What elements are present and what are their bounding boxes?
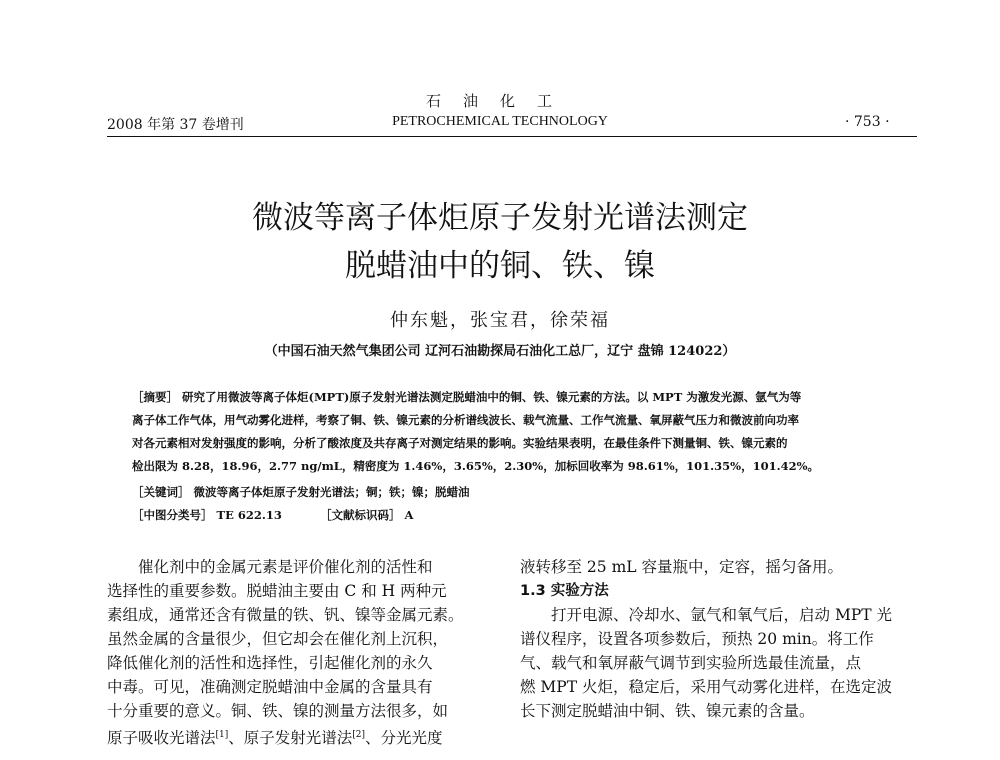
- citation-2: [2]: [352, 730, 366, 740]
- keywords-text: 微波等离子体炬原子发射光谱法；铜；铁；镍；脱蜡油: [193, 485, 470, 499]
- paper-title-line-1: 微波等离子体炬原子发射光谱法测定: [252, 200, 748, 236]
- journal-title-cn: 石油化工: [425, 92, 574, 110]
- page-number: · 753 ·: [845, 114, 890, 130]
- body-line: 选择性的重要参数。脱蜡油主要由 C 和 H 两种元: [107, 582, 447, 600]
- body-line: 原子吸收光谱法[1]、原子发射光谱法[2]、分光光度: [107, 729, 443, 748]
- journal-title-en: PETROCHEMICAL TECHNOLOGY: [392, 114, 608, 129]
- body-line: 素组成，通常还含有微量的铁、钒、镍等金属元素。: [107, 606, 464, 624]
- abstract-label: ［摘要］: [132, 390, 178, 404]
- body-column-left: [107, 555, 497, 750]
- keywords-label: ［关键词］: [132, 485, 190, 499]
- classification-label: ［中图分类号］: [132, 508, 213, 522]
- body-line: 气、载气和氧屏蔽气调节到实验所选最佳流量，点: [520, 654, 862, 672]
- abstract-line: ［摘要］ 研究了用微波等离子体炬(MPT)原子发射光谱法测定脱蜡油中的铜、铁、镍元素的方法。以 MPT 为激发光源、氩气为等: [132, 390, 802, 404]
- body-line: 谱仪程序，设置各项参数后，预热 20 min。将工作: [520, 630, 874, 648]
- body-line: 中毒。可见，准确测定脱蜡油中金属的含量具有: [107, 678, 433, 696]
- issue-info: 2008 年第 37 卷增刊: [107, 117, 244, 133]
- authors: 仲东魁，张宝君，徐荣福: [390, 310, 610, 331]
- body-line: 燃 MPT 火炬，稳定后，采用气动雾化进样，在选定波: [520, 678, 892, 696]
- body-line: 降低催化剂的活性和选择性，引起催化剂的永久: [107, 654, 433, 672]
- affiliation: （中国石油天然气集团公司 辽河石油勘探局石油化工总厂，辽宁 盘锦 124022）: [264, 344, 736, 359]
- abstract-line: 检出限为 8.28，18.96，2.77 ng/mL，精密度为 1.46%，3.65%，2.30%，加标回收率为 98.61%，101.35%，101.42%。: [132, 459, 820, 473]
- classification: [132, 507, 282, 523]
- body-line: 液转移至 25 mL 容量瓶中，定容，摇匀备用。: [520, 558, 843, 576]
- keywords: [132, 484, 892, 500]
- body-line: 虽然金属的含量很少，但它却会在催化剂上沉积，: [107, 630, 449, 648]
- document-id: [320, 507, 413, 523]
- paper-title-line-2: 脱蜡油中的铜、铁、镍: [345, 248, 655, 284]
- abstract-line: 对各元素相对发射强度的影响，分析了酸浓度及共存离子对测定结果的影响。实验结果表明，在最佳条件下测量铜、铁、镍元素的: [132, 436, 788, 450]
- body-line: 催化剂中的金属元素是评价催化剂的活性和: [138, 558, 433, 576]
- abstract: [132, 386, 892, 478]
- header-rule: [107, 136, 917, 137]
- body-line: 长下测定脱蜡油中铜、铁、镍元素的含量。: [520, 702, 815, 720]
- doc-id-value: A: [404, 508, 414, 522]
- citation-1: [1]: [215, 730, 229, 740]
- body-column-right: [520, 555, 920, 723]
- section-heading: 1.3 实验方法: [520, 583, 609, 599]
- classification-value: TE 622.13: [216, 508, 282, 522]
- abstract-line: 离子体工作气体，用气动雾化进样，考察了铜、铁、镍元素的分析谱线波长、载气流量、工作气流量、氧屏蔽气压力和微波前向功率: [132, 413, 799, 427]
- body-line: 十分重要的意义。铜、铁、镍的测量方法很多，如: [107, 702, 449, 720]
- doc-id-label: ［文献标识码］: [320, 508, 401, 522]
- body-line: 打开电源、冷却水、氩气和氧气后，启动 MPT 光: [551, 606, 893, 624]
